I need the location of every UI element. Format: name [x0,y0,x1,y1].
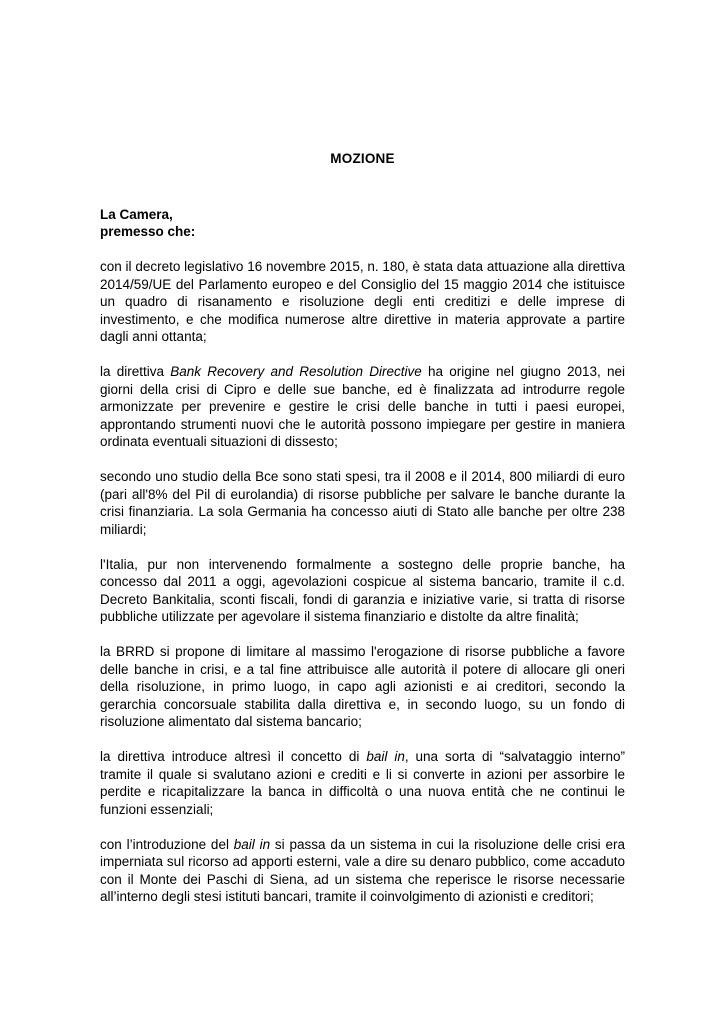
text-segment: con l’introduzione del [100,836,234,852]
text-segment: con il decreto legislativo 16 novembre 2015, n. 180, è stata data attuazione alla direttiva 2014/59/UE del Parlamento europeo e del Consiglio del 15 maggio 2014 che istituisce un quadro di risanamento e risoluzione degli enti creditizi e delle imprese di investimento, e che modifica numerose altre direttive in materia approvate a partire dagli anni ottanta; [100,259,625,344]
paragraph [100,836,625,906]
paragraph [100,468,625,538]
text-segment: secondo uno studio della Bce sono stati spesi, tra il 2008 e il 2014, 800 miliardi di euro (pari all'8% del Pil di eurolandia) di risorse pubbliche per salvare le banche durante la crisi finanziaria. La sola Germania ha concesso aiuti di Stato alle banche per oltre 238 miliardi; [100,469,625,537]
italic-text-segment: bail in [366,749,405,764]
document-body [100,258,625,906]
paragraph [100,258,625,346]
text-segment: la direttiva introduce altresì il concetto di [100,749,367,764]
paragraph [100,643,625,731]
text-segment: ha origine nel giugno 2013, nei giorni della crisi di Cipro e delle sue banche, ed è finalizzata ad introdurre regole armonizzate per prevenire e gestire le crisi delle banche in tutti i paesi europei, approntando strumenti nuovi che le autorità possono impiegare per gestire in maniera ordinata eventuali situazioni di dissesto; [100,364,625,449]
paragraph [100,363,625,451]
paragraph [100,556,625,626]
document-title: MOZIONE [330,151,395,166]
intro-line-la-camera: La Camera, [100,206,173,222]
paragraph [100,748,625,818]
italic-text-segment: bail in [233,836,271,852]
text-segment: la direttiva [100,364,171,379]
document-intro [100,206,625,241]
text-segment: si passa da un sistema in cui la risoluzione delle crisi era imperniata sul ricorso ad apporti esterni, vale a dire su denaro pubblico, come accaduto con il Monte dei Paschi di Siena, ad un sistema che reperisce le risorse necessarie all’interno degli stesi istituti bancari, tramite il coinvolgimento di azionisti e creditori; [100,836,625,904]
text-segment: la BRRD si propone di limitare al massimo l'erogazione di risorse pubbliche a favore delle banche in crisi, e a tal fine attribuisce alle autorità il potere di allocare gli oneri della risoluzione, in primo luogo, in capo agli azionisti e ai creditori, secondo la gerarchia concorsuale stabilita dalla direttiva e, in secondo luogo, su un fondo di risoluzione alimentato dal sistema bancario; [100,644,625,729]
text-segment: , una sorta di “salvataggio interno” tramite il quale si svalutano azioni e crediti e li si converte in azioni per assorbire le perdite e ricapitalizzare la banca in difficoltà o una nuova entità che ne continui le funzioni essenziali; [100,749,625,817]
intro-line-premesso-che: premesso che: [100,224,196,239]
italic-text-segment: Bank Recovery and Resolution Directive [170,364,422,379]
text-segment: l'Italia, pur non intervenendo formalmente a sostegno delle proprie banche, ha concesso dal 2011 a oggi, agevolazioni cospicue al sistema bancario, tramite il c.d. Decreto Bankitalia, sconti fiscali, fondi di garanzia e iniziative varie, si tratta di risorse pubbliche utilizzate per agevolare il sistema finanziario e distolte da altre finalità; [100,556,625,624]
